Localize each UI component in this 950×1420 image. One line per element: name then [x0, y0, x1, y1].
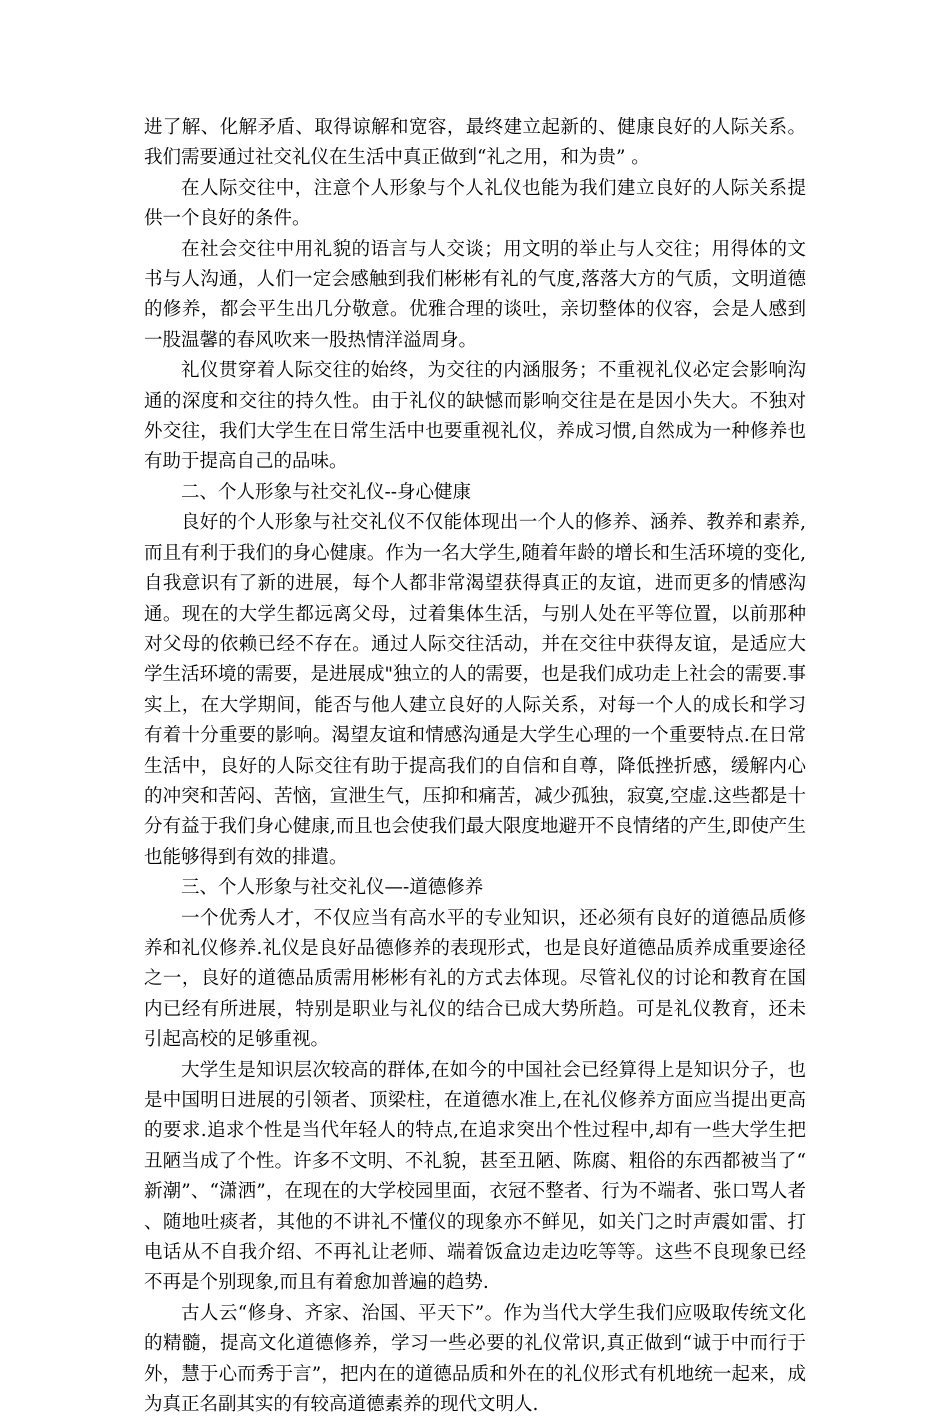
- paragraph: 古人云“修身、齐家、治国、平天下”。作为当代大学生我们应吸取传统文化的精髓，提高文化道德修养，学习一些必要的礼仪常识,真正做到“诚于中而行于外，慧于心而秀于言”，把内在的道德品质和外在的礼仪形式有机地统一起来，成为真正名副其实的有较高道德素养的现代文明人.: [144, 1302, 806, 1416]
- paragraph: 礼仪贯穿着人际交往的始终，为交往的内涵服务；不重视礼仪必定会影响沟通的深度和交往的持久性。由于礼仪的缺憾而影响交往是在是因小失大。不独对外交往，我们大学生在日常生活中也要重视礼仪，养成习惯,自然成为一种修养也有助于提高自己的品味。: [144, 360, 806, 473]
- paragraph: 在社会交往中用礼貌的语言与人交谈；用文明的举止与人交往；用得体的文书与人沟通，人们一定会感触到我们彬彬有礼的气度,落落大方的气质，文明道德的修养，都会平生出几分敬意。优雅合理的谈吐，亲切整体的仪容，会是人感到一股温馨的春风吹来一股热情洋溢周身。: [144, 238, 806, 351]
- paragraph: 在人际交往中，注意个人形象与个人礼仪也能为我们建立良好的人际关系提供一个良好的条件。: [144, 177, 806, 230]
- section-heading-2: 二、个人形象与社交礼仪--身心健康: [181, 481, 472, 503]
- paragraph: 一个优秀人才，不仅应当有高水平的专业知识，还必须有良好的道德品质修养和礼仪修养.礼仪是良好品德修养的表现形式，也是良好道德品质养成重要途径之一，良好的道德品质需用彬彬有礼的方式去体现。尽管礼仪的讨论和教育在国内已经有所进展，特别是职业与礼仪的结合已成大势所趋。可是礼仪教育，还未引起高校的足够重视。: [144, 907, 806, 1051]
- section-heading-3: 三、个人形象与社交礼仪—-道德修养: [181, 877, 484, 899]
- document-body: [144, 113, 806, 1420]
- paragraph: 良好的个人形象与社交礼仪不仅能体现出一个人的修养、涵养、教养和素养,而且有利于我们的身心健康。作为一名大学生,随着年龄的增长和生活环境的变化,自我意识有了新的进展，每个人都非常渴望获得真正的友谊，进而更多的情感沟通。现在的大学生都远离父母，过着集体生活，与别人处在平等位置，以前那种对父母的依赖已经不存在。通过人际交往活动，并在交往中获得友谊，是适应大学生活环境的需要，是进展成"独立的人的需要，也是我们成功走上社会的需要.事实上，在大学期间，能否与他人建立良好的人际关系，对每一个人的成长和学习有着十分重要的影响。渴望友谊和情感沟通是大学生心理的一个重要特点.在日常生活中，良好的人际交往有助于提高我们的自信和自尊，降低挫折感，缓解内心的冲突和苦闷、苦恼，宣泄生气，压抑和痛苦，减少孤独，寂寞,空虚.这些都是十分有益于我们身心健康,而且也会使我们最大限度地避开不良情绪的产生,即使产生也能够得到有效的排遣。: [144, 512, 806, 868]
- paragraph-continuation: 进了解、化解矛盾、取得谅解和宽容，最终建立起新的、健康良好的人际关系。我们需要通过社交礼仪在生活中真正做到“礼之用，和为贵” 。: [144, 117, 806, 169]
- paragraph: 大学生是知识层次较高的群体,在如今的中国社会已经算得上是知识分子，也是中国明日进展的引领者、顶梁柱，在道德水准上,在礼仪修养方面应当提出更高的要求.追求个性是当代年轻人的特点,在追求突出个性过程中,却有一些大学生把丑陋当成了个性。许多不文明、不礼貌，甚至丑陋、陈腐、粗俗的东西都被当了“新潮”、“潇洒”，在现在的大学校园里面，衣冠不整者、行为不端者、张口骂人者、随地吐痰者，其他的不讲礼不懂仪的现象亦不鲜见，如关门之时声震如雷、打电话从不自我介绍、不再礼让老师、端着饭盒边走边吃等等。这些不良现象已经不再是个别现象,而且有着愈加普遍的趋势.: [144, 1059, 806, 1294]
